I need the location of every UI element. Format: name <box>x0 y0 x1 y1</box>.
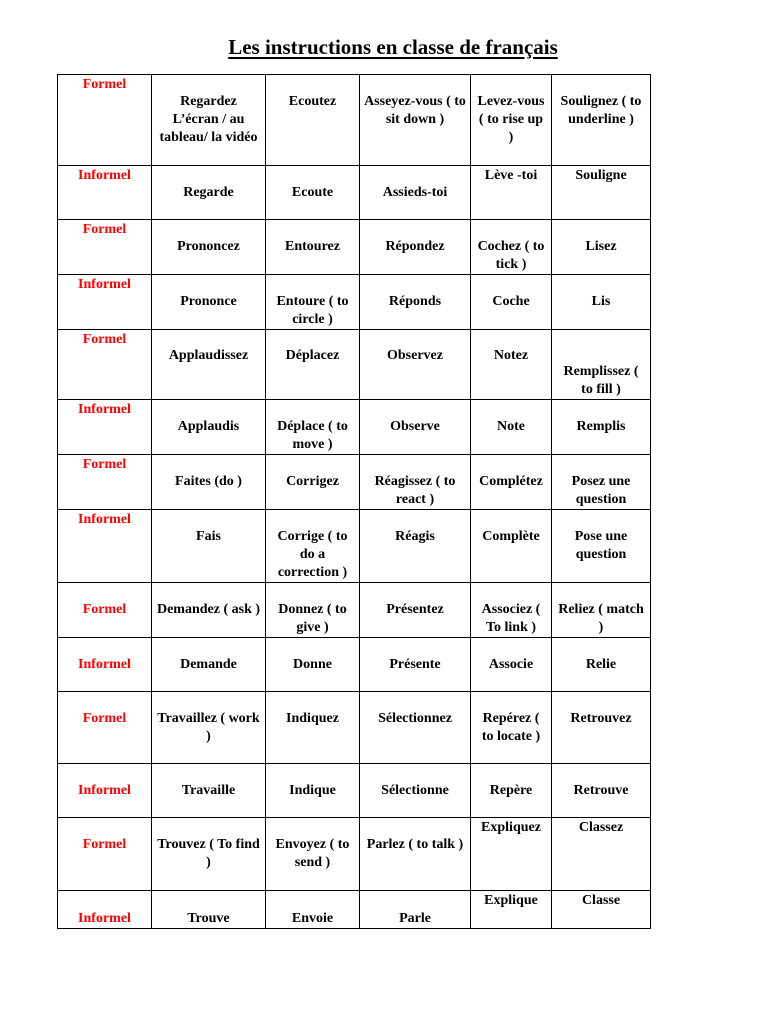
table-cell: Indiquez <box>266 692 360 764</box>
table-cell: Retrouve <box>552 764 651 818</box>
table-cell: Retrouvez <box>552 692 651 764</box>
table-cell: Associez ( To link ) <box>471 583 552 638</box>
table-cell: Applaudis <box>152 400 266 455</box>
row-label-formel: Formel <box>58 692 152 764</box>
table-cell: Levez-vous ( to rise up ) <box>471 75 552 166</box>
table-cell: Donnez ( to give ) <box>266 583 360 638</box>
table-cell: Réagis <box>360 510 471 583</box>
table-cell: Envoyez ( to send ) <box>266 818 360 891</box>
table-cell: Corrigez <box>266 455 360 510</box>
table-cell: Ecoute <box>266 166 360 220</box>
table-row <box>58 638 651 692</box>
table-cell: Asseyez-vous ( to sit down ) <box>360 75 471 166</box>
instructions-table <box>57 74 651 929</box>
table-cell: Travaille <box>152 764 266 818</box>
row-label-formel: Formel <box>58 75 152 166</box>
table-cell: Parle <box>360 891 471 929</box>
table-cell: Complète <box>471 510 552 583</box>
row-label-formel: Formel <box>58 818 152 891</box>
table-cell: Classez <box>552 818 651 891</box>
row-label-informel: Informel <box>58 764 152 818</box>
table-cell: Classe <box>552 891 651 929</box>
row-label-informel: Informel <box>58 275 152 330</box>
table-cell: Faites (do ) <box>152 455 266 510</box>
table-cell: Ecoutez <box>266 75 360 166</box>
table-cell: Remplissez ( to fill ) <box>552 330 651 400</box>
table-row <box>58 400 651 455</box>
table-cell: Observez <box>360 330 471 400</box>
table-cell: Parlez ( to talk ) <box>360 818 471 891</box>
table-cell: Explique <box>471 891 552 929</box>
table-cell: Note <box>471 400 552 455</box>
row-label-formel: Formel <box>58 455 152 510</box>
table-cell: Lisez <box>552 220 651 275</box>
table-cell: Coche <box>471 275 552 330</box>
table-row <box>58 166 651 220</box>
table-cell: Répondez <box>360 220 471 275</box>
table-row <box>58 455 651 510</box>
table-cell: Déplacez <box>266 330 360 400</box>
table-row <box>58 220 651 275</box>
table-cell: Trouvez ( To find ) <box>152 818 266 891</box>
table-cell: Indique <box>266 764 360 818</box>
table-cell: Regarde <box>152 166 266 220</box>
row-label-formel: Formel <box>58 583 152 638</box>
table-cell: Déplace ( to move ) <box>266 400 360 455</box>
table-cell: Travaillez ( work ) <box>152 692 266 764</box>
table-cell: Envoie <box>266 891 360 929</box>
table-cell: Présente <box>360 638 471 692</box>
table-cell: Notez <box>471 330 552 400</box>
table-cell: Prononce <box>152 275 266 330</box>
table-cell: Repérez ( to locate ) <box>471 692 552 764</box>
table-cell: Présentez <box>360 583 471 638</box>
page-title: Les instructions en classe de français <box>228 35 558 59</box>
table-row <box>58 75 651 166</box>
table-cell: Soulignez ( to underline ) <box>552 75 651 166</box>
table-cell: Lève -toi <box>471 166 552 220</box>
table-cell: Réponds <box>360 275 471 330</box>
table-cell: Cochez ( to tick ) <box>471 220 552 275</box>
table-cell: Assieds-toi <box>360 166 471 220</box>
table-cell: Demande <box>152 638 266 692</box>
table-row <box>58 692 651 764</box>
table-row <box>58 330 651 400</box>
table-cell: Demandez ( ask ) <box>152 583 266 638</box>
table-cell: Regardez L’écran / au tableau/ la vidéo <box>152 75 266 166</box>
row-label-informel: Informel <box>58 400 152 455</box>
row-label-formel: Formel <box>58 220 152 275</box>
row-label-informel: Informel <box>58 166 152 220</box>
table-cell: Associe <box>471 638 552 692</box>
row-label-informel: Informel <box>58 638 152 692</box>
table-row <box>58 818 651 891</box>
table-cell: Sélectionne <box>360 764 471 818</box>
table-cell: Fais <box>152 510 266 583</box>
table-cell: Reliez ( match ) <box>552 583 651 638</box>
table-cell: Applaudissez <box>152 330 266 400</box>
table-cell: Repère <box>471 764 552 818</box>
table-cell: Corrige ( to do a correction ) <box>266 510 360 583</box>
table-cell: Donne <box>266 638 360 692</box>
table-cell: Souligne <box>552 166 651 220</box>
table-cell: Lis <box>552 275 651 330</box>
table-cell: Pose une question <box>552 510 651 583</box>
table-cell: Posez une question <box>552 455 651 510</box>
table-cell: Complétez <box>471 455 552 510</box>
table-cell: Réagissez ( to react ) <box>360 455 471 510</box>
table-cell: Prononcez <box>152 220 266 275</box>
table-row <box>58 583 651 638</box>
table-cell: Relie <box>552 638 651 692</box>
table-cell: Entoure ( to circle ) <box>266 275 360 330</box>
row-label-informel: Informel <box>58 510 152 583</box>
row-label-formel: Formel <box>58 330 152 400</box>
table-row <box>58 510 651 583</box>
table-row <box>58 764 651 818</box>
table-cell: Remplis <box>552 400 651 455</box>
table-cell: Expliquez <box>471 818 552 891</box>
row-label-informel: Informel <box>58 891 152 929</box>
table-cell: Entourez <box>266 220 360 275</box>
table-row <box>58 275 651 330</box>
table-row <box>58 891 651 929</box>
table-cell: Sélectionnez <box>360 692 471 764</box>
table-cell: Trouve <box>152 891 266 929</box>
table-cell: Observe <box>360 400 471 455</box>
